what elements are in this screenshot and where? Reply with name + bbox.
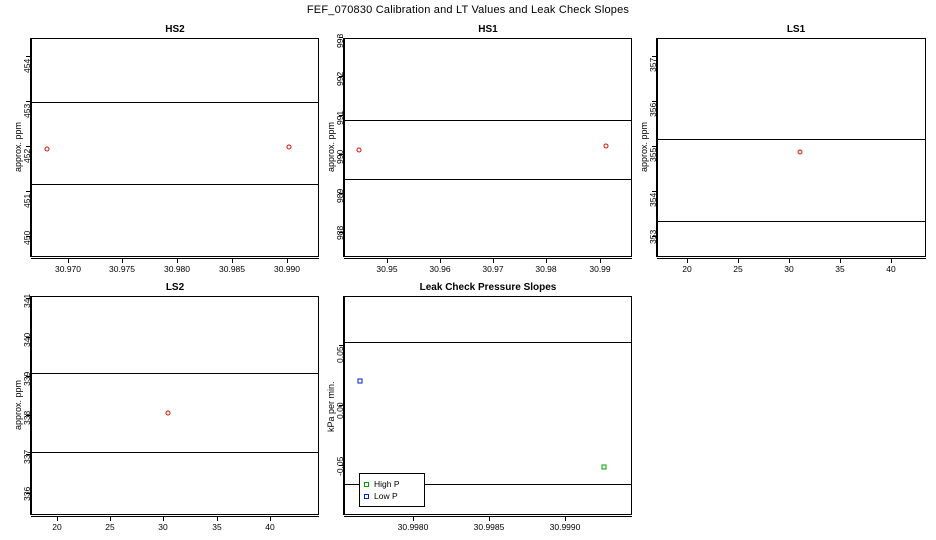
x-tick-label: 40: [265, 522, 275, 532]
y-tick-label: 992: [335, 71, 345, 86]
y-tick-mark: [26, 415, 30, 416]
y-tick-mark: [26, 298, 30, 299]
plot-area-leak-check: [344, 296, 632, 515]
x-tick-mark: [565, 517, 566, 521]
y-tick-label: 341: [22, 293, 32, 308]
x-tick-mark: [387, 259, 388, 263]
reference-line-upper: [345, 120, 631, 121]
x-tick-mark: [891, 259, 892, 263]
y-tick-mark: [652, 146, 656, 147]
x-tick-label: 30.975: [109, 264, 135, 274]
y-axis-label-hs2: approx. ppm: [13, 121, 23, 172]
x-tick-label: 30.980: [164, 264, 190, 274]
x-tick-mark: [68, 259, 69, 263]
y-tick-label: 353: [648, 229, 658, 244]
x-tick-mark: [110, 517, 111, 521]
y-tick-mark: [339, 37, 343, 38]
x-tick-mark: [413, 517, 414, 521]
y-tick-mark: [26, 191, 30, 192]
x-tick-mark: [177, 259, 178, 263]
x-axis-hs2: [31, 258, 319, 259]
x-tick-label: 30.95: [376, 264, 398, 274]
x-tick-label: 35: [835, 264, 845, 274]
y-tick-label: 357: [648, 57, 658, 72]
plot-area-hs2: [31, 38, 319, 257]
data-point: [287, 145, 292, 150]
y-tick-mark: [339, 465, 343, 466]
y-tick-label: 993: [335, 33, 345, 48]
reference-line-lower: [32, 184, 318, 185]
legend-label: Low P: [374, 491, 398, 501]
y-tick-mark: [26, 376, 30, 377]
panel-title-hs1: HS1: [478, 24, 498, 35]
x-tick-label: 30.98: [535, 264, 557, 274]
x-axis-leak-check: [344, 516, 632, 517]
data-point-low-p: [358, 379, 363, 384]
y-tick-label: 450: [22, 230, 32, 245]
figure-title: FEF_070830 Calibration and LT Values and Leak Check Slopes: [306, 4, 630, 16]
y-tick-label: 340: [22, 332, 32, 347]
y-tick-mark: [26, 56, 30, 57]
y-tick-label: 988: [335, 225, 345, 240]
y-tick-mark: [652, 56, 656, 57]
x-tick-mark: [687, 259, 688, 263]
y-tick-label: 0.05: [335, 346, 345, 363]
y-tick-label: 339: [22, 371, 32, 386]
y-axis-label-ls2: approx. ppm: [13, 379, 23, 430]
x-tick-mark: [600, 259, 601, 263]
square-marker-icon: [364, 494, 369, 499]
x-tick-mark: [440, 259, 441, 263]
x-axis-ls1: [657, 258, 926, 259]
legend-label: High P: [374, 479, 400, 489]
y-tick-mark: [339, 232, 343, 233]
y-tick-mark: [26, 337, 30, 338]
y-tick-mark: [339, 154, 343, 155]
y-tick-label: 0.00: [335, 402, 345, 419]
y-tick-mark: [339, 76, 343, 77]
y-tick-mark: [339, 405, 343, 406]
y-tick-mark: [26, 146, 30, 147]
plot-area-hs1: [344, 38, 632, 257]
data-point: [357, 148, 362, 153]
x-tick-label: 30.9990: [549, 522, 581, 532]
x-tick-label: 30.990: [274, 264, 300, 274]
y-tick-label: 453: [22, 103, 32, 118]
y-tick-label: 336: [22, 486, 32, 501]
x-tick-mark: [163, 517, 164, 521]
reference-line-upper: [658, 139, 925, 140]
reference-line-lower: [345, 179, 631, 180]
data-point: [798, 150, 803, 155]
reference-line-upper: [32, 373, 318, 374]
x-tick-mark: [493, 259, 494, 263]
y-axis-label-leak-check: kPa per min.: [326, 381, 336, 432]
y-tick-mark: [339, 115, 343, 116]
panel-title-leak-check: Leak Check Pressure Slopes: [419, 282, 557, 293]
legend-item-low-p: [364, 490, 418, 502]
data-point: [604, 144, 609, 149]
x-tick-mark: [217, 517, 218, 521]
y-tick-label: 355: [648, 147, 658, 162]
data-point: [166, 411, 171, 416]
y-tick-mark: [339, 345, 343, 346]
y-tick-label: 356: [648, 102, 658, 117]
y-axis-label-hs1: approx. ppm: [326, 121, 336, 172]
x-tick-label: 30: [158, 522, 168, 532]
x-tick-label: 20: [52, 522, 62, 532]
legend-leak-check: [359, 473, 425, 507]
x-tick-label: 30: [784, 264, 794, 274]
x-tick-label: 30.97: [482, 264, 504, 274]
x-tick-label: 25: [105, 522, 115, 532]
x-tick-label: 25: [733, 264, 743, 274]
x-tick-mark: [270, 517, 271, 521]
y-tick-label: -0.05: [335, 456, 345, 476]
data-point: [45, 147, 50, 152]
panel-title-ls1: LS1: [786, 24, 806, 35]
x-tick-label: 30.96: [429, 264, 451, 274]
reference-line-upper: [345, 342, 631, 343]
x-axis-ls2: [31, 516, 319, 517]
x-tick-mark: [789, 259, 790, 263]
y-tick-label: 452: [22, 148, 32, 163]
data-point-high-p: [602, 465, 607, 470]
y-tick-mark: [26, 236, 30, 237]
x-tick-mark: [738, 259, 739, 263]
y-tick-label: 354: [648, 192, 658, 207]
y-axis-label-ls1: approx. ppm: [639, 121, 649, 172]
y-tick-mark: [26, 454, 30, 455]
panel-title-ls2: LS2: [165, 282, 185, 293]
plot-area-ls1: [657, 38, 926, 257]
x-tick-label: 30.970: [55, 264, 81, 274]
x-tick-mark: [287, 259, 288, 263]
x-tick-mark: [840, 259, 841, 263]
reference-line-upper: [32, 102, 318, 103]
y-tick-mark: [339, 193, 343, 194]
x-tick-label: 30.985: [219, 264, 245, 274]
x-tick-label: 20: [682, 264, 692, 274]
reference-line-lower: [658, 221, 925, 222]
y-tick-label: 454: [22, 58, 32, 73]
y-tick-label: 991: [335, 110, 345, 125]
x-tick-label: 30.99: [589, 264, 611, 274]
reference-line-lower: [32, 452, 318, 453]
x-tick-label: 35: [212, 522, 222, 532]
x-tick-label: 30.9985: [473, 522, 505, 532]
y-tick-mark: [652, 236, 656, 237]
y-tick-label: 337: [22, 449, 32, 464]
x-tick-mark: [489, 517, 490, 521]
x-tick-mark: [546, 259, 547, 263]
panel-title-hs2: HS2: [165, 24, 185, 35]
y-tick-mark: [652, 101, 656, 102]
x-tick-mark: [57, 517, 58, 521]
x-tick-mark: [232, 259, 233, 263]
x-tick-label: 30.9980: [397, 522, 429, 532]
y-tick-mark: [26, 101, 30, 102]
y-tick-label: 989: [335, 188, 345, 203]
y-axis-ls2: [30, 296, 31, 515]
square-marker-icon: [364, 482, 369, 487]
y-tick-mark: [26, 493, 30, 494]
y-tick-label: 451: [22, 193, 32, 208]
y-tick-mark: [652, 191, 656, 192]
plot-area-ls2: [31, 296, 319, 515]
legend-item-high-p: [364, 478, 418, 490]
y-tick-label: 338: [22, 410, 32, 425]
x-tick-mark: [122, 259, 123, 263]
x-tick-label: 40: [886, 264, 896, 274]
y-tick-label: 990: [335, 149, 345, 164]
